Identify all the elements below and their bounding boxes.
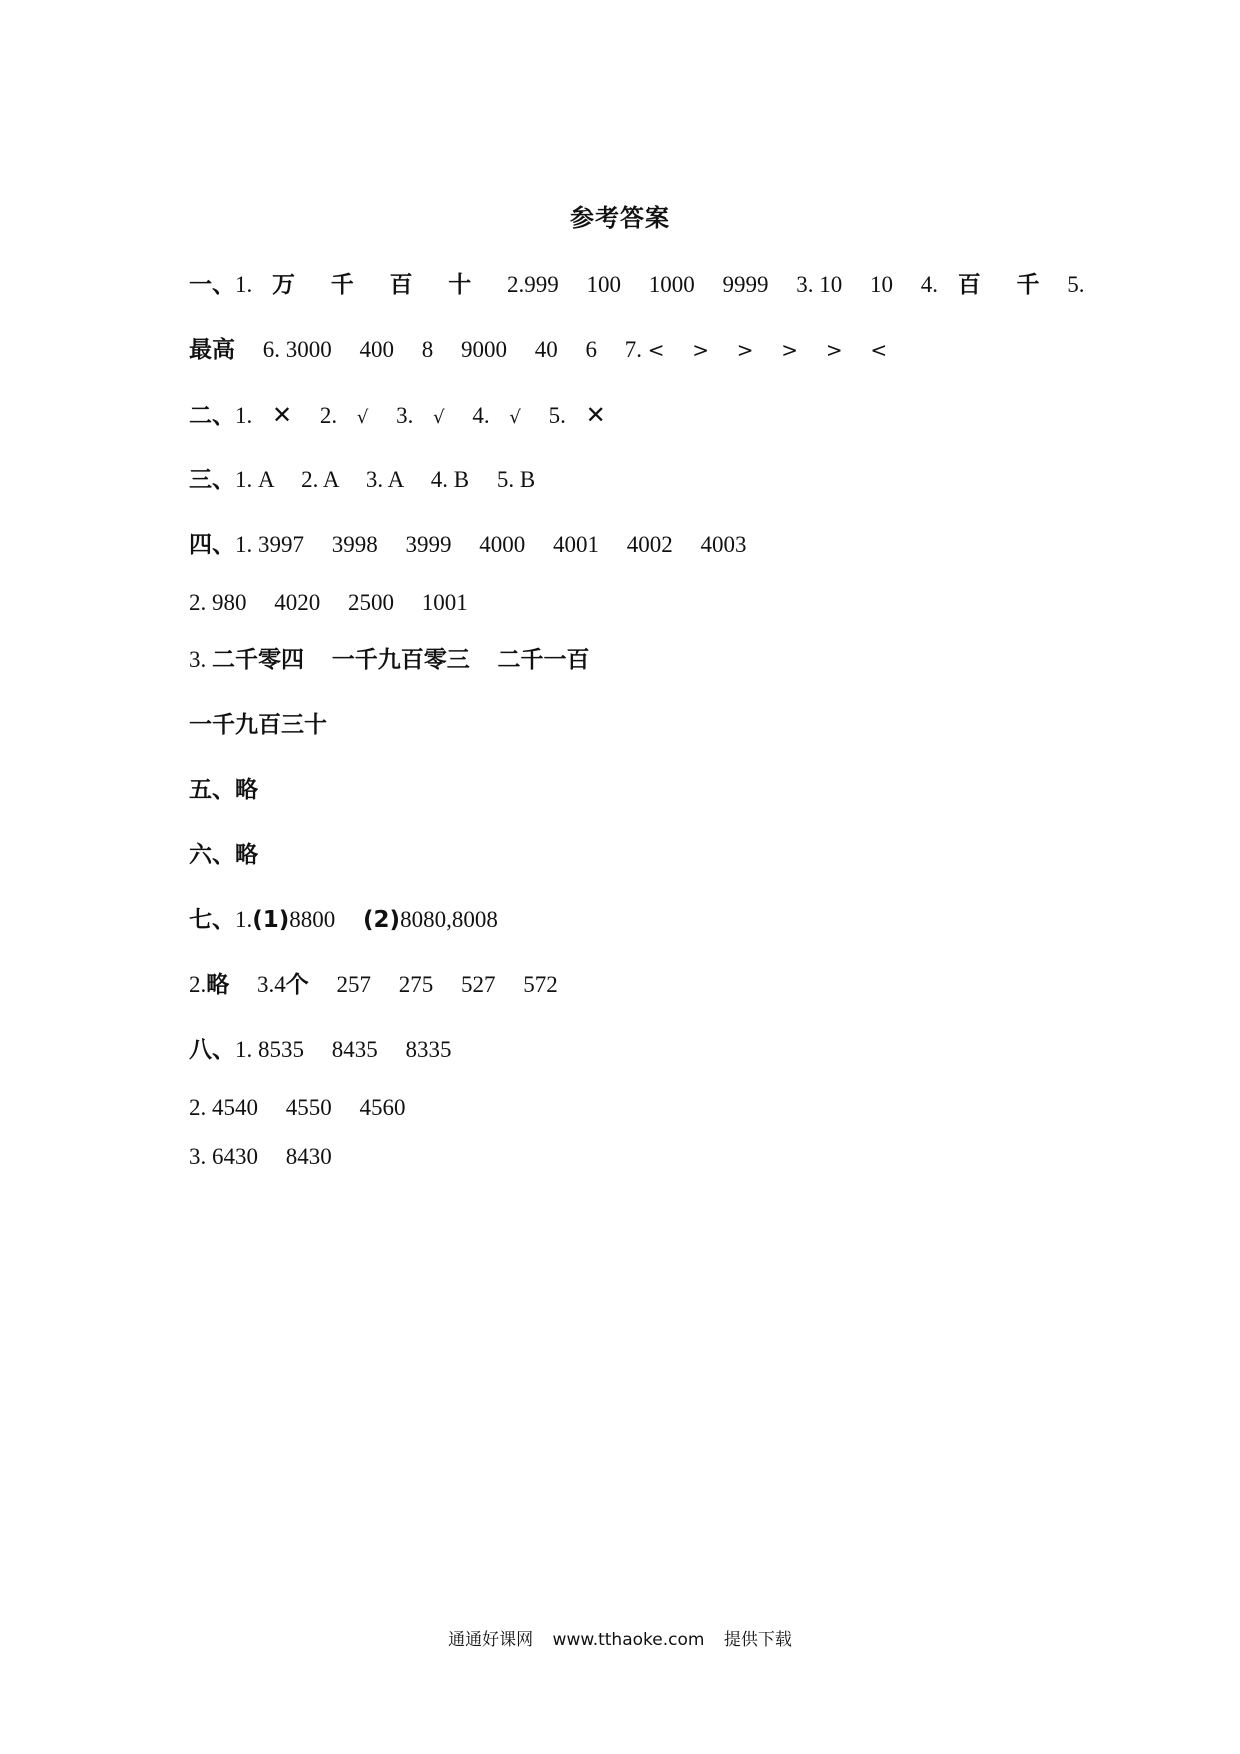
s3-q1-answer: A — [258, 467, 274, 492]
s7-q3-count: 4 — [274, 972, 286, 997]
s7-q3-answer-2: 275 — [398, 972, 434, 997]
s4-q1-answer-4: 4000 — [479, 532, 526, 557]
s8-q2-answer-2: 4550 — [285, 1095, 332, 1120]
section-5-label: 五、 — [189, 777, 235, 803]
s7-q3-unit: 个 — [285, 972, 309, 998]
section-4-label: 四、 — [189, 532, 235, 558]
s3-q3-answer: A — [387, 467, 403, 492]
q1-answer-2: 千 — [330, 272, 354, 298]
s4-q3-answer-3: 二千一百 — [497, 647, 590, 673]
s2-q2-number: 2. — [319, 403, 338, 428]
q2-number: 2. — [507, 272, 525, 297]
section-4-line-1 — [189, 529, 747, 561]
section-8-line-3 — [189, 1141, 332, 1173]
q2-answer-1: 999 — [524, 272, 559, 297]
page-title: 参考答案 — [570, 204, 670, 232]
s7-q1-part1-answer: 8800 — [289, 907, 336, 932]
q2-answer-2: 100 — [586, 272, 621, 297]
q7-answer-5: > — [825, 338, 843, 362]
s3-q4-answer: B — [453, 467, 470, 492]
s4-q2-answer-4: 1001 — [421, 590, 468, 615]
s7-q1-part2-answer: 8080,8008 — [400, 907, 498, 932]
section-8-line-2 — [189, 1092, 406, 1124]
q6-answer-5: 40 — [534, 337, 558, 362]
s4-q3-answer-4: 一千九百三十 — [189, 712, 327, 738]
s3-q5-answer: B — [519, 467, 536, 492]
s3-q2-answer: A — [322, 467, 339, 492]
s3-q4-number: 4. — [430, 467, 448, 492]
q1-answer-3: 百 — [389, 272, 413, 298]
q5-answer: 最高 — [189, 337, 235, 363]
q6-answer-6: 6 — [585, 337, 597, 362]
s4-q1-number: 1. — [235, 532, 253, 557]
s8-q1-number: 1. — [235, 1037, 253, 1062]
section-5-answer: 略 — [235, 777, 258, 803]
s4-q2-number: 2. — [189, 590, 207, 615]
s4-q1-answer-6: 4002 — [626, 532, 673, 557]
s8-q2-answer-3: 4560 — [359, 1095, 406, 1120]
section-8-label: 八、 — [189, 1037, 235, 1063]
q3-answer-1: 10 — [819, 272, 843, 297]
q2-answer-4: 9999 — [722, 272, 769, 297]
q6-answer-2: 400 — [359, 337, 394, 362]
s8-q2-number: 2. — [189, 1095, 207, 1120]
s4-q3-number: 3. — [189, 647, 207, 672]
q4-answer-1: 百 — [957, 272, 981, 298]
footer-url-link[interactable]: www.tthaoke.com — [552, 1630, 705, 1650]
s2-q3-check-mark: √ — [433, 407, 445, 428]
s4-q3-answer-2: 一千九百零三 — [331, 647, 470, 673]
s8-q2-answer-1: 4540 — [212, 1095, 258, 1120]
s7-q1-part2-label: (2) — [363, 907, 401, 933]
s3-q1-number: 1. — [235, 467, 253, 492]
s3-q3-number: 3. — [365, 467, 384, 492]
s7-q3-answer-1: 257 — [336, 972, 371, 997]
section-2 — [189, 399, 606, 434]
q7-answer-6: < — [870, 338, 888, 362]
q5-number: 5. — [1067, 272, 1085, 297]
s7-q3-answer-3: 527 — [461, 972, 496, 997]
section-1-label: 一、 — [189, 272, 235, 298]
section-4-line-4 — [189, 709, 327, 741]
footer — [0, 1625, 1240, 1650]
s8-q1-answer-2: 8435 — [331, 1037, 378, 1062]
section-4-line-3 — [189, 644, 590, 676]
s4-q1-answer-1: 3997 — [258, 532, 304, 557]
section-3-label: 三、 — [189, 467, 235, 493]
s8-q1-answer-3: 8335 — [405, 1037, 452, 1062]
s4-q3-answer-1: 二千零四 — [212, 647, 304, 673]
s7-q1-part1-label: (1) — [252, 907, 290, 933]
s7-q3-number: 3. — [257, 972, 275, 997]
s8-q3-answer-1: 6430 — [212, 1144, 258, 1169]
section-2-label: 二、 — [189, 403, 235, 429]
s2-q4-check-mark: √ — [509, 407, 521, 428]
q7-answer-4: > — [781, 338, 799, 362]
section-7-line-2 — [189, 969, 558, 1001]
s8-q3-answer-2: 8430 — [285, 1144, 332, 1169]
q7-answer-1: < — [647, 338, 665, 362]
footer-suffix: 提供下载 — [723, 1630, 792, 1650]
s2-q1-cross-mark: ✕ — [272, 401, 293, 429]
s2-q1-number: 1. — [235, 403, 253, 428]
s2-q5-number: 5. — [548, 403, 566, 428]
s3-q2-number: 2. — [301, 467, 319, 492]
section-1-line-1 — [189, 269, 1085, 301]
q6-number: 6. — [262, 337, 280, 362]
s8-q1-answer-1: 8535 — [258, 1037, 304, 1062]
s2-q5-cross-mark: ✕ — [585, 401, 606, 429]
section-6-label: 六、 — [189, 842, 235, 868]
s4-q1-answer-5: 4001 — [553, 532, 599, 557]
s2-q3-number: 3. — [396, 403, 414, 428]
s4-q2-answer-2: 4020 — [274, 590, 321, 615]
section-7-label: 七、 — [189, 907, 235, 933]
section-3 — [189, 464, 535, 496]
s4-q1-answer-7: 4003 — [700, 532, 747, 557]
section-6-answer: 略 — [235, 842, 258, 868]
s7-q3-answer-4: 572 — [523, 972, 558, 997]
section-7-line-1 — [189, 904, 498, 936]
s7-q2-answer: 略 — [206, 972, 230, 998]
q7-number: 7. — [624, 337, 642, 362]
s4-q1-answer-3: 3999 — [405, 532, 452, 557]
q6-answer-4: 9000 — [461, 337, 507, 362]
s7-q2-number: 2. — [189, 972, 207, 997]
q4-number: 4. — [920, 272, 938, 297]
section-1-line-2 — [189, 334, 887, 366]
q7-answer-3: > — [736, 338, 754, 362]
q1-answer-1: 万 — [272, 272, 295, 298]
q1-number: 1. — [235, 272, 253, 297]
s4-q1-answer-2: 3998 — [331, 532, 378, 557]
footer-site-name: 通通好课网 — [448, 1630, 534, 1650]
s8-q3-number: 3. — [189, 1144, 207, 1169]
s2-q2-check-mark: √ — [356, 407, 369, 428]
q3-answer-2: 10 — [870, 272, 893, 297]
q3-number: 3. — [796, 272, 814, 297]
q7-answer-2: > — [692, 338, 710, 362]
s4-q2-answer-1: 980 — [212, 590, 247, 615]
section-6 — [189, 839, 258, 871]
s7-q1-number: 1. — [235, 907, 253, 932]
s4-q2-answer-3: 2500 — [348, 590, 394, 615]
q1-answer-4: 十 — [448, 272, 472, 298]
section-5 — [189, 774, 258, 806]
section-4-line-2 — [189, 587, 468, 619]
q6-answer-3: 8 — [421, 337, 434, 362]
q2-answer-3: 1000 — [648, 272, 695, 297]
s3-q5-number: 5. — [496, 467, 515, 492]
s2-q4-number: 4. — [472, 403, 490, 428]
section-8-line-1 — [189, 1034, 452, 1066]
q6-answer-1: 3000 — [285, 337, 332, 362]
q4-answer-2: 千 — [1016, 272, 1040, 298]
